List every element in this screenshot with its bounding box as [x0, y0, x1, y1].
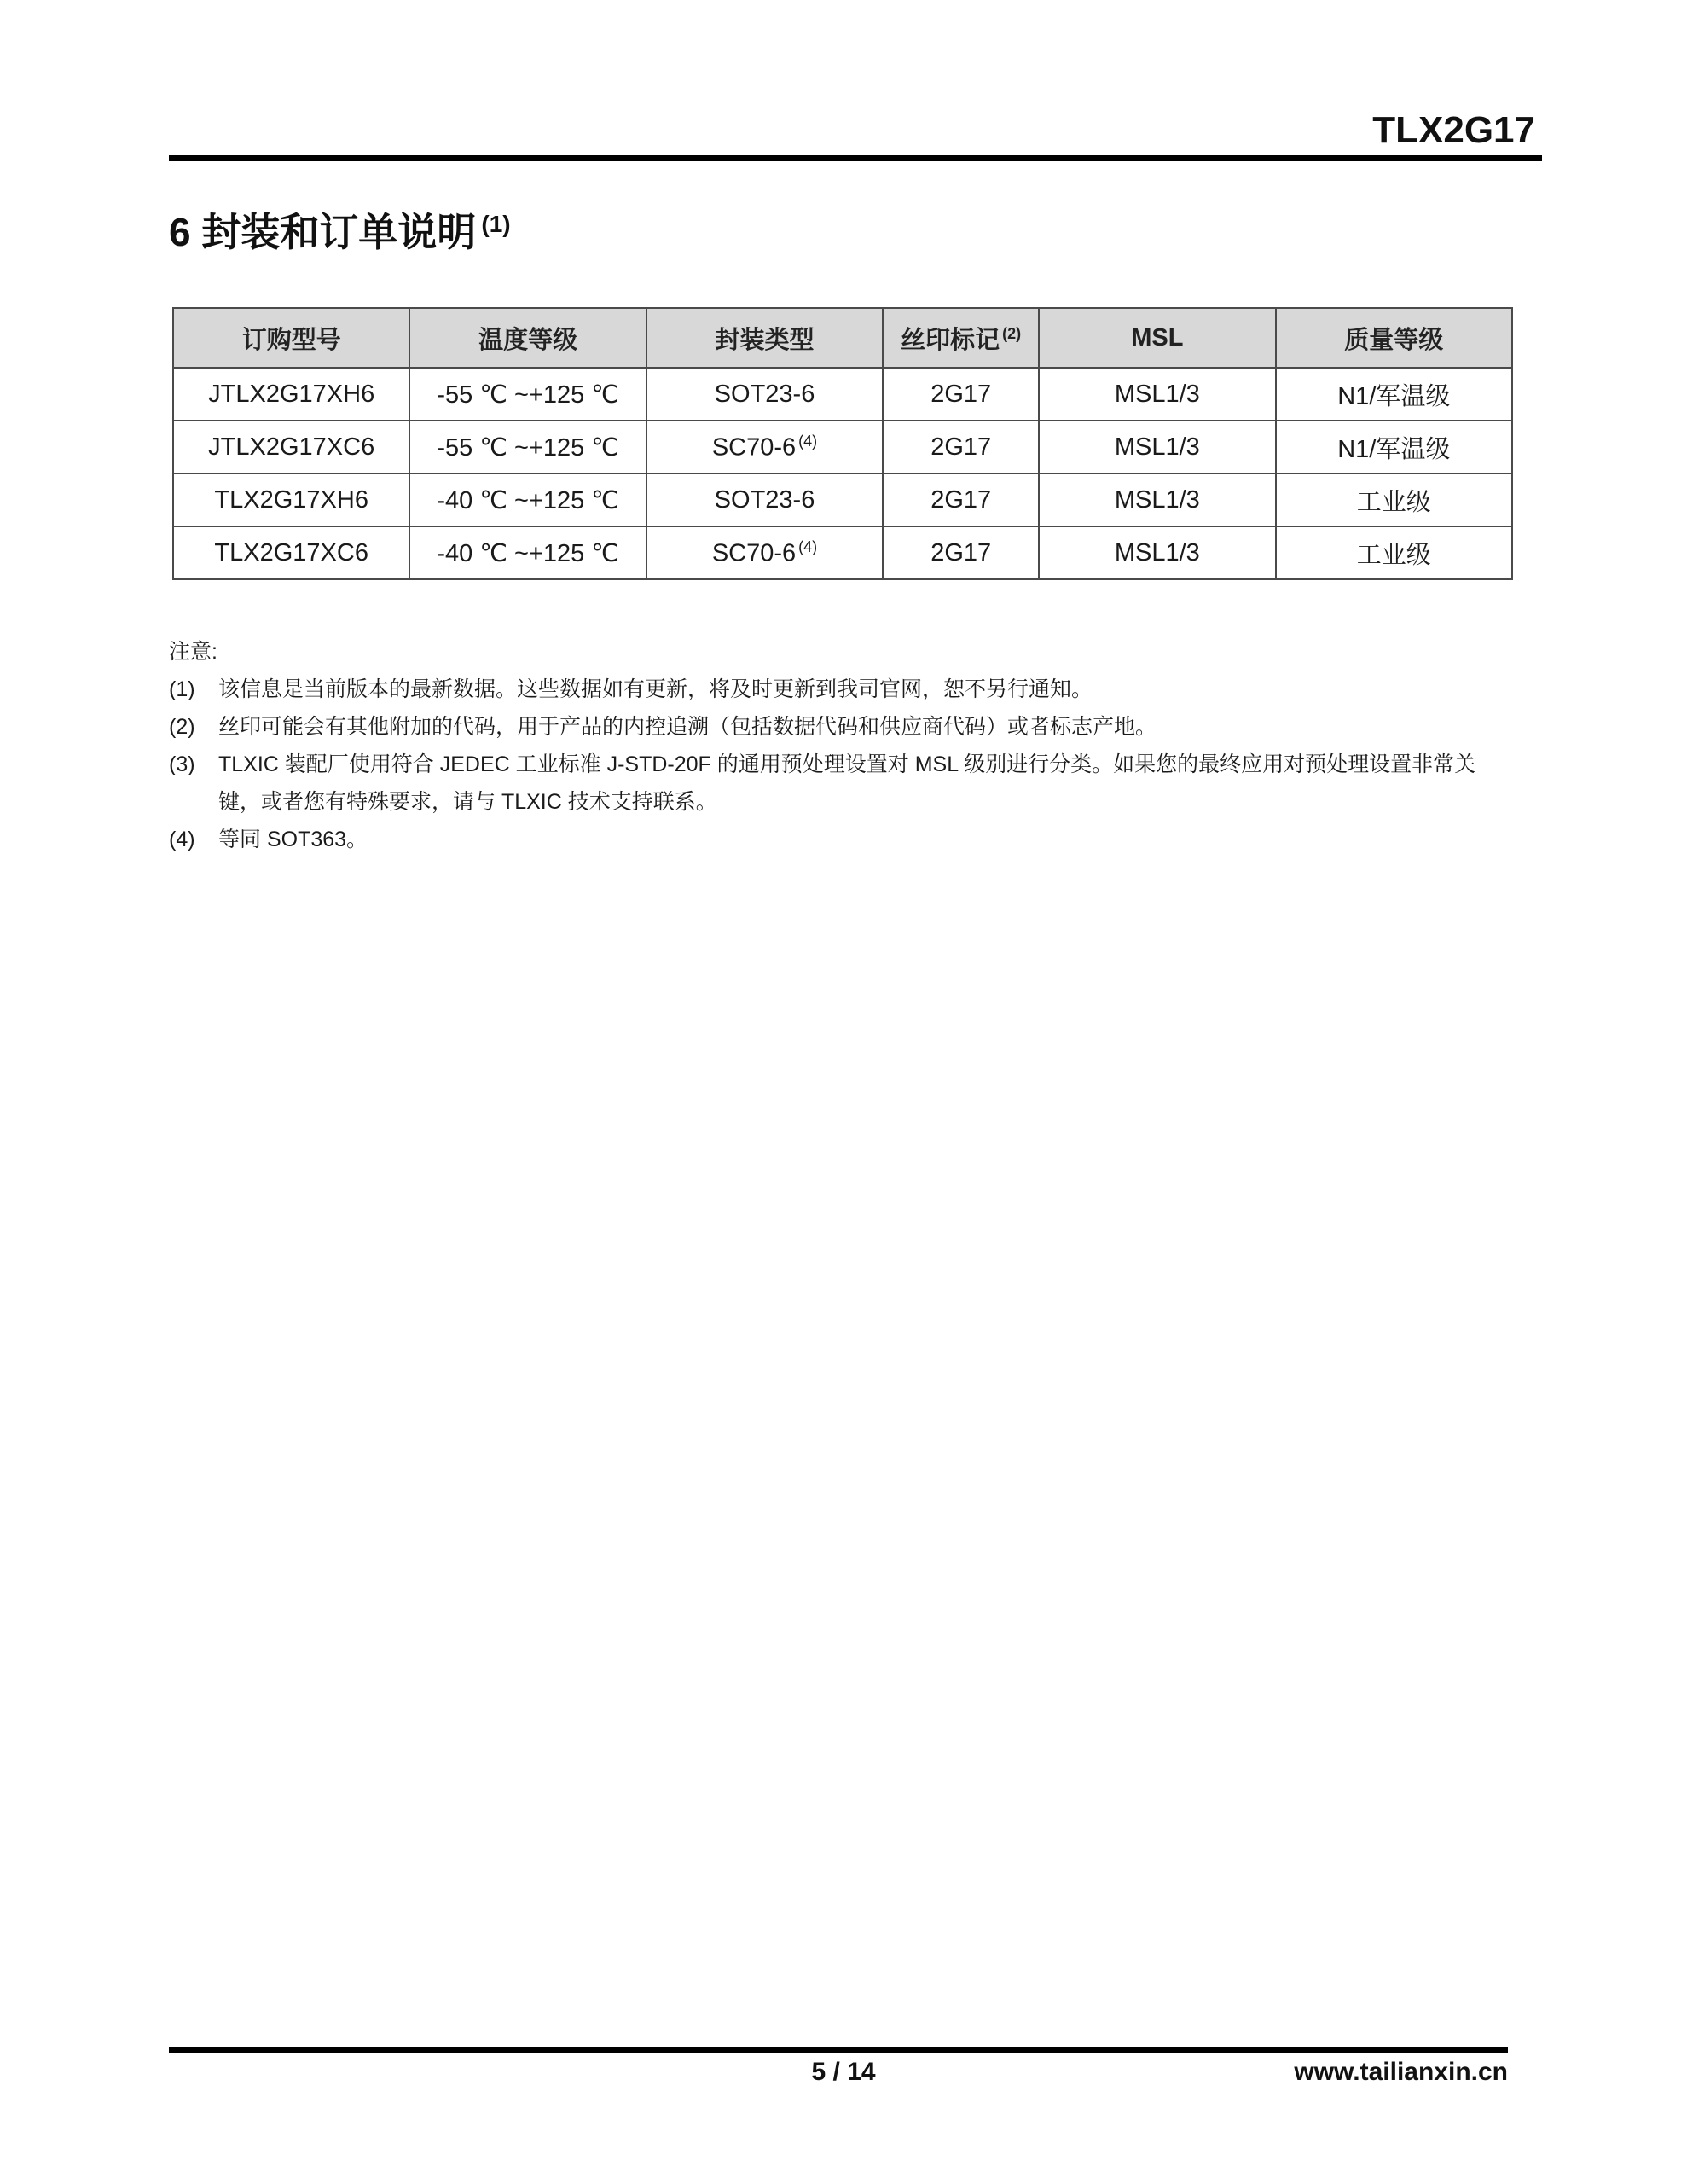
cell-quality-grade: N1/军温级 [1276, 421, 1512, 473]
cell-msl: MSL1/3 [1039, 421, 1275, 473]
page-number: 5 / 14 [811, 2058, 876, 2086]
note-item [169, 821, 1516, 858]
table-row [173, 526, 1512, 579]
cell-package-type: SOT23-6 [646, 368, 883, 421]
cell-temperature-grade: -55 ℃ ~+125 ℃ [409, 421, 646, 473]
cell-temperature-grade: -40 ℃ ~+125 ℃ [409, 526, 646, 579]
note-text: TLXIC 装配厂使用符合 JEDEC 工业标准 J-STD-20F 的通用预处理设置对 MSL 级别进行分类。如果您的最终应用对预处理设置非常关键，或者您有特殊要求，请与 TLXIC 技术支持联系。 [218, 752, 1476, 814]
note-number: (4) [169, 828, 195, 851]
note-item [169, 708, 1516, 746]
package-note: (4) [798, 432, 818, 450]
cell-marking: 2G17 [883, 421, 1039, 473]
cell-package-type: SC70-6 $^{(4)}$ [646, 526, 883, 579]
cell-marking: 2G17 [883, 368, 1039, 421]
header-rule [169, 155, 1542, 161]
note-text: 该信息是当前版本的最新数据。这些数据如有更新，将及时更新到我司官网，恕不另行通知。 [218, 677, 1093, 701]
cell-quality-grade: 工业级 [1276, 526, 1512, 579]
header-marking-note: (2) [1002, 324, 1022, 342]
note-item [169, 746, 1516, 821]
notes-heading: 注意: [169, 640, 217, 664]
note-text: 等同 SOT363。 [218, 828, 368, 851]
cell-temperature-grade: -55 ℃ ~+125 ℃ [409, 368, 646, 421]
cell-package-type: SOT23-6 [646, 473, 883, 526]
cell-quality-grade: 工业级 [1276, 473, 1512, 526]
table-row [173, 368, 1512, 421]
order-info-table [172, 307, 1513, 580]
cell-quality-grade: N1/军温级 [1276, 368, 1512, 421]
note-number: (2) [169, 715, 195, 739]
header-msl: MSL [1039, 308, 1275, 368]
header-quality-grade: 质量等级 [1276, 308, 1512, 368]
note-item [169, 671, 1516, 708]
header-temperature-grade: 温度等级 [409, 308, 646, 368]
cell-order-model: JTLX2G17XH6 [173, 368, 409, 421]
document-header-title: TLX2G17 [1372, 109, 1535, 151]
note-number: (1) [169, 677, 195, 701]
table-row [173, 421, 1512, 473]
section-title-text: 6 封装和订单说明 [169, 210, 477, 254]
website-link[interactable]: www.tailianxin.cn [1294, 2058, 1508, 2086]
cell-order-model: JTLX2G17XC6 [173, 421, 409, 473]
cell-msl: MSL1/3 [1039, 473, 1275, 526]
header-order-model: 订购型号 [173, 308, 409, 368]
cell-package-type: SC70-6 $^{(4)}$ [646, 421, 883, 473]
note-number: (3) [169, 752, 195, 776]
cell-order-model: TLX2G17XH6 [173, 473, 409, 526]
package-note: (4) [798, 537, 818, 555]
header-package-type: 封装类型 [646, 308, 883, 368]
note-text: 丝印可能会有其他附加的代码，用于产品的内控追溯（包括数据代码和供应商代码）或者标志产地。 [218, 715, 1157, 739]
cell-marking: 2G17 [883, 526, 1039, 579]
cell-temperature-grade: -40 ℃ ~+125 ℃ [409, 473, 646, 526]
section-title-note: (1) [481, 210, 511, 237]
cell-msl: MSL1/3 [1039, 526, 1275, 579]
table-header-row [173, 308, 1512, 368]
cell-order-model: TLX2G17XC6 [173, 526, 409, 579]
cell-marking: 2G17 [883, 473, 1039, 526]
section-title [169, 201, 511, 258]
notes-section [169, 633, 1516, 858]
cell-msl: MSL1/3 [1039, 368, 1275, 421]
header-marking: 丝印标记 $^{(2)}$ [883, 308, 1039, 368]
table-row [173, 473, 1512, 526]
footer-rule [169, 2048, 1508, 2053]
